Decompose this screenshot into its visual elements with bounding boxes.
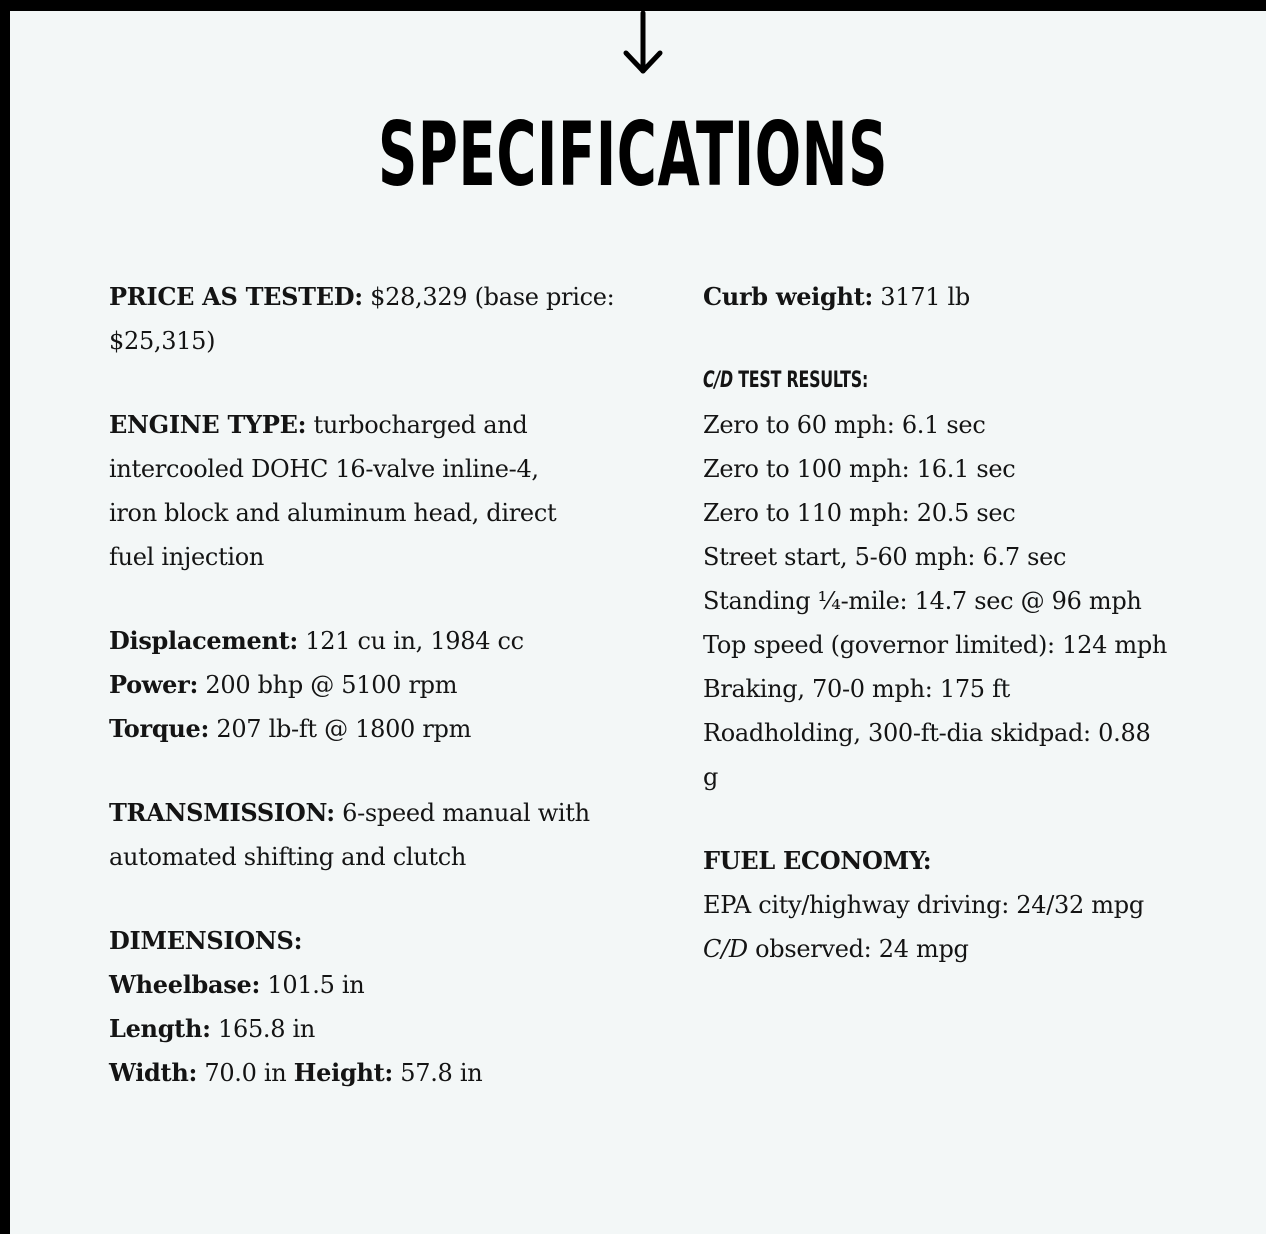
width-height-row (109, 1051, 639, 1095)
fuel-economy-block (703, 839, 1223, 971)
power-label: Power: (109, 670, 199, 699)
wheelbase-label: Wheelbase: (109, 970, 261, 999)
dimensions-block (109, 919, 639, 1095)
transmission-value: 6-speed manual with (334, 799, 590, 827)
power-value: 200 bhp @ 5100 rpm (198, 671, 458, 699)
curb-weight-block (703, 275, 1223, 319)
specs-left-column (109, 275, 639, 1135)
length-value: 165.8 in (210, 1015, 316, 1043)
test-result-row: Top speed (governor limited): 124 mph (703, 631, 1168, 659)
price-block (109, 275, 639, 363)
arrow-down-icon (622, 11, 664, 79)
test-result-row: Zero to 100 mph: 16.1 sec (703, 455, 1016, 483)
cd-observed-label: C/D (703, 935, 748, 963)
observed-row (703, 927, 1223, 971)
engine-value-line: intercooled DOHC 16-valve inline-4, (109, 455, 539, 483)
test-result-row: Zero to 60 mph: 6.1 sec (703, 411, 986, 439)
price-value: $28,329 (base price: (362, 283, 615, 311)
test-result-row: Roadholding, 300-ft-dia skidpad: 0.88 (703, 719, 1151, 747)
wheelbase-value: 101.5 in (260, 971, 365, 999)
curb-weight-label: Curb weight: (703, 282, 873, 311)
width-value: 70.0 in (197, 1059, 294, 1087)
epa-row: EPA city/highway driving: 24/32 mpg (703, 891, 1144, 919)
engine-block (109, 403, 639, 579)
transmission-value-line: automated shifting and clutch (109, 843, 467, 871)
price-label: PRICE AS TESTED: (109, 282, 363, 311)
torque-value: 207 lb-ft @ 1800 rpm (209, 715, 472, 743)
test-result-row: Zero to 110 mph: 20.5 sec (703, 499, 1016, 527)
engine-value: turbocharged and (306, 411, 528, 439)
length-label: Length: (109, 1014, 211, 1043)
power-row (109, 663, 639, 707)
dimensions-label: DIMENSIONS: (109, 926, 303, 955)
wheelbase-row (109, 963, 639, 1007)
height-label: Height: (293, 1058, 393, 1087)
cd-label: C/D (703, 368, 733, 393)
curb-weight-value: 3171 lb (872, 283, 970, 311)
height-value: 57.8 in (392, 1059, 483, 1087)
engine-value-line: fuel injection (109, 543, 265, 571)
test-results-heading (703, 359, 1223, 403)
length-row (109, 1007, 639, 1051)
torque-label: Torque: (109, 714, 210, 743)
price-value-cont: $25,315) (109, 327, 216, 355)
test-results-block (703, 359, 1223, 799)
test-result-row: Street start, 5-60 mph: 6.7 sec (703, 543, 1067, 571)
displacement-label: Displacement: (109, 626, 298, 655)
test-result-row: Braking, 70-0 mph: 175 ft (703, 675, 1011, 703)
specs-right-column (703, 275, 1223, 1011)
test-result-row: Standing ¼-mile: 14.7 sec @ 96 mph (703, 587, 1142, 615)
transmission-block (109, 791, 639, 879)
engine-label: ENGINE TYPE: (109, 410, 307, 439)
displacement-row (109, 619, 639, 663)
fuel-economy-label: FUEL ECONOMY: (703, 846, 932, 875)
engine-value-line: iron block and aluminum head, direct (109, 499, 557, 527)
test-result-row: g (703, 763, 719, 791)
test-results-list (703, 403, 1223, 799)
section-title: SPECIFICATIONS (377, 103, 889, 206)
torque-row (109, 707, 639, 751)
width-label: Width: (109, 1058, 198, 1087)
transmission-label: TRANSMISSION: (109, 798, 335, 827)
test-results-label: TEST RESULTS: (732, 368, 869, 393)
displacement-value: 121 cu in, 1984 cc (297, 627, 524, 655)
powertrain-block (109, 619, 639, 751)
observed-value: observed: 24 mpg (747, 935, 969, 963)
